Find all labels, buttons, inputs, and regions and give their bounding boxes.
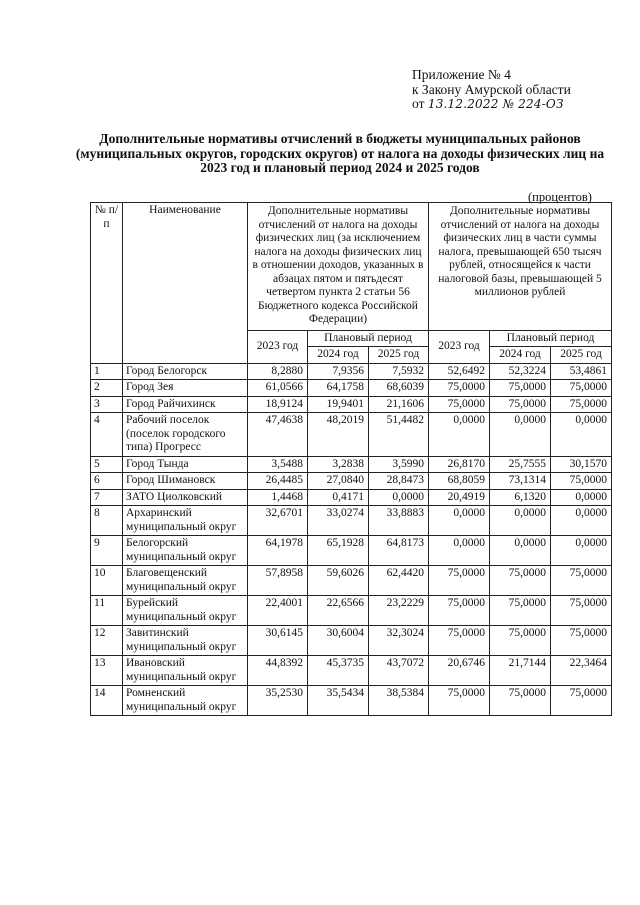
row-value: 26,4485 bbox=[248, 473, 308, 490]
row-value: 0,0000 bbox=[429, 536, 490, 566]
row-number: 8 bbox=[91, 506, 123, 536]
row-name: Город Райчихинск bbox=[123, 396, 248, 413]
row-value: 0,0000 bbox=[429, 413, 490, 457]
row-value: 47,4638 bbox=[248, 413, 308, 457]
table-row bbox=[91, 566, 612, 596]
row-value: 21,7144 bbox=[490, 656, 551, 686]
table-header bbox=[91, 203, 612, 364]
row-value: 20,4919 bbox=[429, 489, 490, 506]
row-value: 44,8392 bbox=[248, 656, 308, 686]
row-number: 5 bbox=[91, 456, 123, 473]
row-value: 73,1314 bbox=[490, 473, 551, 490]
row-value: 57,8958 bbox=[248, 566, 308, 596]
row-name: Благовещенский муниципальный округ bbox=[123, 566, 248, 596]
annex-date-prefix: от bbox=[412, 96, 425, 111]
row-value: 38,5384 bbox=[369, 686, 429, 716]
header-2025-b: 2025 год bbox=[551, 347, 612, 364]
row-value: 75,0000 bbox=[490, 396, 551, 413]
table-body bbox=[91, 363, 612, 716]
row-value: 48,2019 bbox=[308, 413, 369, 457]
header-group-excess: Дополнительные нормативы отчислений от налога на доходы физических лиц в части суммы налога, превышающей 650 тысяч рублей, относящейся к части налоговой базы, превышающей 5 миллионов рублей bbox=[429, 203, 612, 331]
row-value: 0,4171 bbox=[308, 489, 369, 506]
table-row bbox=[91, 686, 612, 716]
row-value: 32,6701 bbox=[248, 506, 308, 536]
table-row bbox=[91, 536, 612, 566]
table-row bbox=[91, 626, 612, 656]
row-value: 62,4420 bbox=[369, 566, 429, 596]
row-value: 3,5488 bbox=[248, 456, 308, 473]
row-value: 75,0000 bbox=[551, 626, 612, 656]
row-number: 9 bbox=[91, 536, 123, 566]
unit-note: (процентов) bbox=[528, 190, 592, 204]
header-2024-b: 2024 год bbox=[490, 347, 551, 364]
header-name: Наименование bbox=[123, 203, 248, 364]
header-2023-b: 2023 год bbox=[429, 330, 490, 363]
row-value: 3,2838 bbox=[308, 456, 369, 473]
row-number: 3 bbox=[91, 396, 123, 413]
row-value: 6,1320 bbox=[490, 489, 551, 506]
table-row bbox=[91, 413, 612, 457]
row-value: 35,2530 bbox=[248, 686, 308, 716]
table-row bbox=[91, 506, 612, 536]
row-name: Город Белогорск bbox=[123, 363, 248, 380]
row-value: 59,6026 bbox=[308, 566, 369, 596]
row-value: 27,0840 bbox=[308, 473, 369, 490]
row-value: 64,1978 bbox=[248, 536, 308, 566]
row-value: 33,0274 bbox=[308, 506, 369, 536]
row-value: 28,8473 bbox=[369, 473, 429, 490]
row-value: 22,6566 bbox=[308, 596, 369, 626]
row-value: 35,5434 bbox=[308, 686, 369, 716]
row-number: 10 bbox=[91, 566, 123, 596]
row-name: Архаринский муниципальный округ bbox=[123, 506, 248, 536]
row-number: 14 bbox=[91, 686, 123, 716]
row-number: 2 bbox=[91, 380, 123, 397]
row-value: 1,4468 bbox=[248, 489, 308, 506]
annex-header bbox=[412, 68, 612, 112]
row-value: 7,5932 bbox=[369, 363, 429, 380]
row-value: 75,0000 bbox=[490, 626, 551, 656]
row-number: 1 bbox=[91, 363, 123, 380]
row-value: 18,9124 bbox=[248, 396, 308, 413]
row-value: 52,3224 bbox=[490, 363, 551, 380]
row-value: 75,0000 bbox=[490, 596, 551, 626]
row-value: 0,0000 bbox=[369, 489, 429, 506]
row-value: 75,0000 bbox=[551, 380, 612, 397]
row-value: 75,0000 bbox=[429, 380, 490, 397]
normatives-table bbox=[90, 202, 612, 716]
row-value: 0,0000 bbox=[551, 489, 612, 506]
row-value: 3,5990 bbox=[369, 456, 429, 473]
row-value: 75,0000 bbox=[490, 686, 551, 716]
header-num: № п/п bbox=[91, 203, 123, 364]
row-value: 20,6746 bbox=[429, 656, 490, 686]
row-value: 75,0000 bbox=[551, 566, 612, 596]
row-value: 68,6039 bbox=[369, 380, 429, 397]
row-value: 75,0000 bbox=[551, 686, 612, 716]
row-name: Белогорский муниципальный округ bbox=[123, 536, 248, 566]
row-name: ЗАТО Циолковский bbox=[123, 489, 248, 506]
row-value: 75,0000 bbox=[551, 396, 612, 413]
row-value: 75,0000 bbox=[429, 626, 490, 656]
header-planned-a: Плановый период bbox=[308, 330, 429, 347]
row-value: 0,0000 bbox=[490, 413, 551, 457]
row-value: 30,6145 bbox=[248, 626, 308, 656]
row-value: 30,6004 bbox=[308, 626, 369, 656]
header-2023-a: 2023 год bbox=[248, 330, 308, 363]
row-value: 0,0000 bbox=[490, 506, 551, 536]
header-2024-a: 2024 год bbox=[308, 347, 369, 364]
row-value: 0,0000 bbox=[551, 536, 612, 566]
row-name: Город Тында bbox=[123, 456, 248, 473]
row-value: 19,9401 bbox=[308, 396, 369, 413]
row-value: 30,1570 bbox=[551, 456, 612, 473]
row-value: 0,0000 bbox=[429, 506, 490, 536]
row-name: Завитинский муниципальный округ bbox=[123, 626, 248, 656]
row-value: 33,8883 bbox=[369, 506, 429, 536]
row-value: 64,1758 bbox=[308, 380, 369, 397]
row-name: Ивановский муниципальный округ bbox=[123, 656, 248, 686]
row-name: Ромненский муниципальный округ bbox=[123, 686, 248, 716]
row-number: 13 bbox=[91, 656, 123, 686]
header-2025-a: 2025 год bbox=[369, 347, 429, 364]
row-number: 7 bbox=[91, 489, 123, 506]
table-row bbox=[91, 473, 612, 490]
row-number: 6 bbox=[91, 473, 123, 490]
row-value: 0,0000 bbox=[490, 536, 551, 566]
row-value: 75,0000 bbox=[429, 596, 490, 626]
table-row bbox=[91, 363, 612, 380]
annex-date-line bbox=[412, 97, 612, 112]
row-value: 75,0000 bbox=[429, 566, 490, 596]
row-name: Город Зея bbox=[123, 380, 248, 397]
row-value: 22,4001 bbox=[248, 596, 308, 626]
row-value: 75,0000 bbox=[490, 566, 551, 596]
row-value: 21,1606 bbox=[369, 396, 429, 413]
row-name: Рабочий поселок (поселок городского типа) Прогресс bbox=[123, 413, 248, 457]
row-value: 75,0000 bbox=[551, 596, 612, 626]
row-value: 8,2880 bbox=[248, 363, 308, 380]
row-value: 23,2229 bbox=[369, 596, 429, 626]
header-planned-b: Плановый период bbox=[490, 330, 612, 347]
row-value: 25,7555 bbox=[490, 456, 551, 473]
table-row bbox=[91, 396, 612, 413]
row-value: 0,0000 bbox=[551, 413, 612, 457]
row-value: 51,4482 bbox=[369, 413, 429, 457]
row-value: 75,0000 bbox=[429, 396, 490, 413]
table-row bbox=[91, 380, 612, 397]
row-value: 43,7072 bbox=[369, 656, 429, 686]
row-value: 26,8170 bbox=[429, 456, 490, 473]
row-value: 65,1928 bbox=[308, 536, 369, 566]
annex-handwritten-date: 13.12.2022 № 224-ОЗ bbox=[427, 97, 564, 111]
row-value: 22,3464 bbox=[551, 656, 612, 686]
annex-law-reference: к Закону Амурской области bbox=[412, 81, 571, 97]
row-value: 61,0566 bbox=[248, 380, 308, 397]
table-row bbox=[91, 596, 612, 626]
row-value: 0,0000 bbox=[551, 506, 612, 536]
row-value: 75,0000 bbox=[551, 473, 612, 490]
row-name: Бурейский муниципальный округ bbox=[123, 596, 248, 626]
row-value: 32,3024 bbox=[369, 626, 429, 656]
table-row bbox=[91, 489, 612, 506]
row-value: 68,8059 bbox=[429, 473, 490, 490]
row-value: 64,8173 bbox=[369, 536, 429, 566]
row-number: 4 bbox=[91, 413, 123, 457]
row-value: 45,3735 bbox=[308, 656, 369, 686]
annex-number: Приложение № 4 bbox=[412, 67, 511, 82]
row-value: 75,0000 bbox=[429, 686, 490, 716]
row-number: 12 bbox=[91, 626, 123, 656]
row-value: 52,6492 bbox=[429, 363, 490, 380]
row-number: 11 bbox=[91, 596, 123, 626]
row-value: 75,0000 bbox=[490, 380, 551, 397]
row-value: 53,4861 bbox=[551, 363, 612, 380]
table-row bbox=[91, 656, 612, 686]
row-value: 7,9356 bbox=[308, 363, 369, 380]
document-title: Дополнительные нормативы отчислений в бюджеты муниципальных районов (муниципальных округов, городских округов) от налога на доходы физических лиц на 2023 год и плановый период 2024 и 2025 годов bbox=[75, 131, 605, 175]
header-group-general: Дополнительные нормативы отчислений от налога на доходы физических лиц (за исключением налога на доходы физических лиц в отношении доходов, указанных в абзацах пятом и пятьдесят четвертом пункта 2 статьи 56 Бюджетного кодекса Российской Федерации) bbox=[248, 203, 429, 331]
row-name: Город Шимановск bbox=[123, 473, 248, 490]
table-row bbox=[91, 456, 612, 473]
